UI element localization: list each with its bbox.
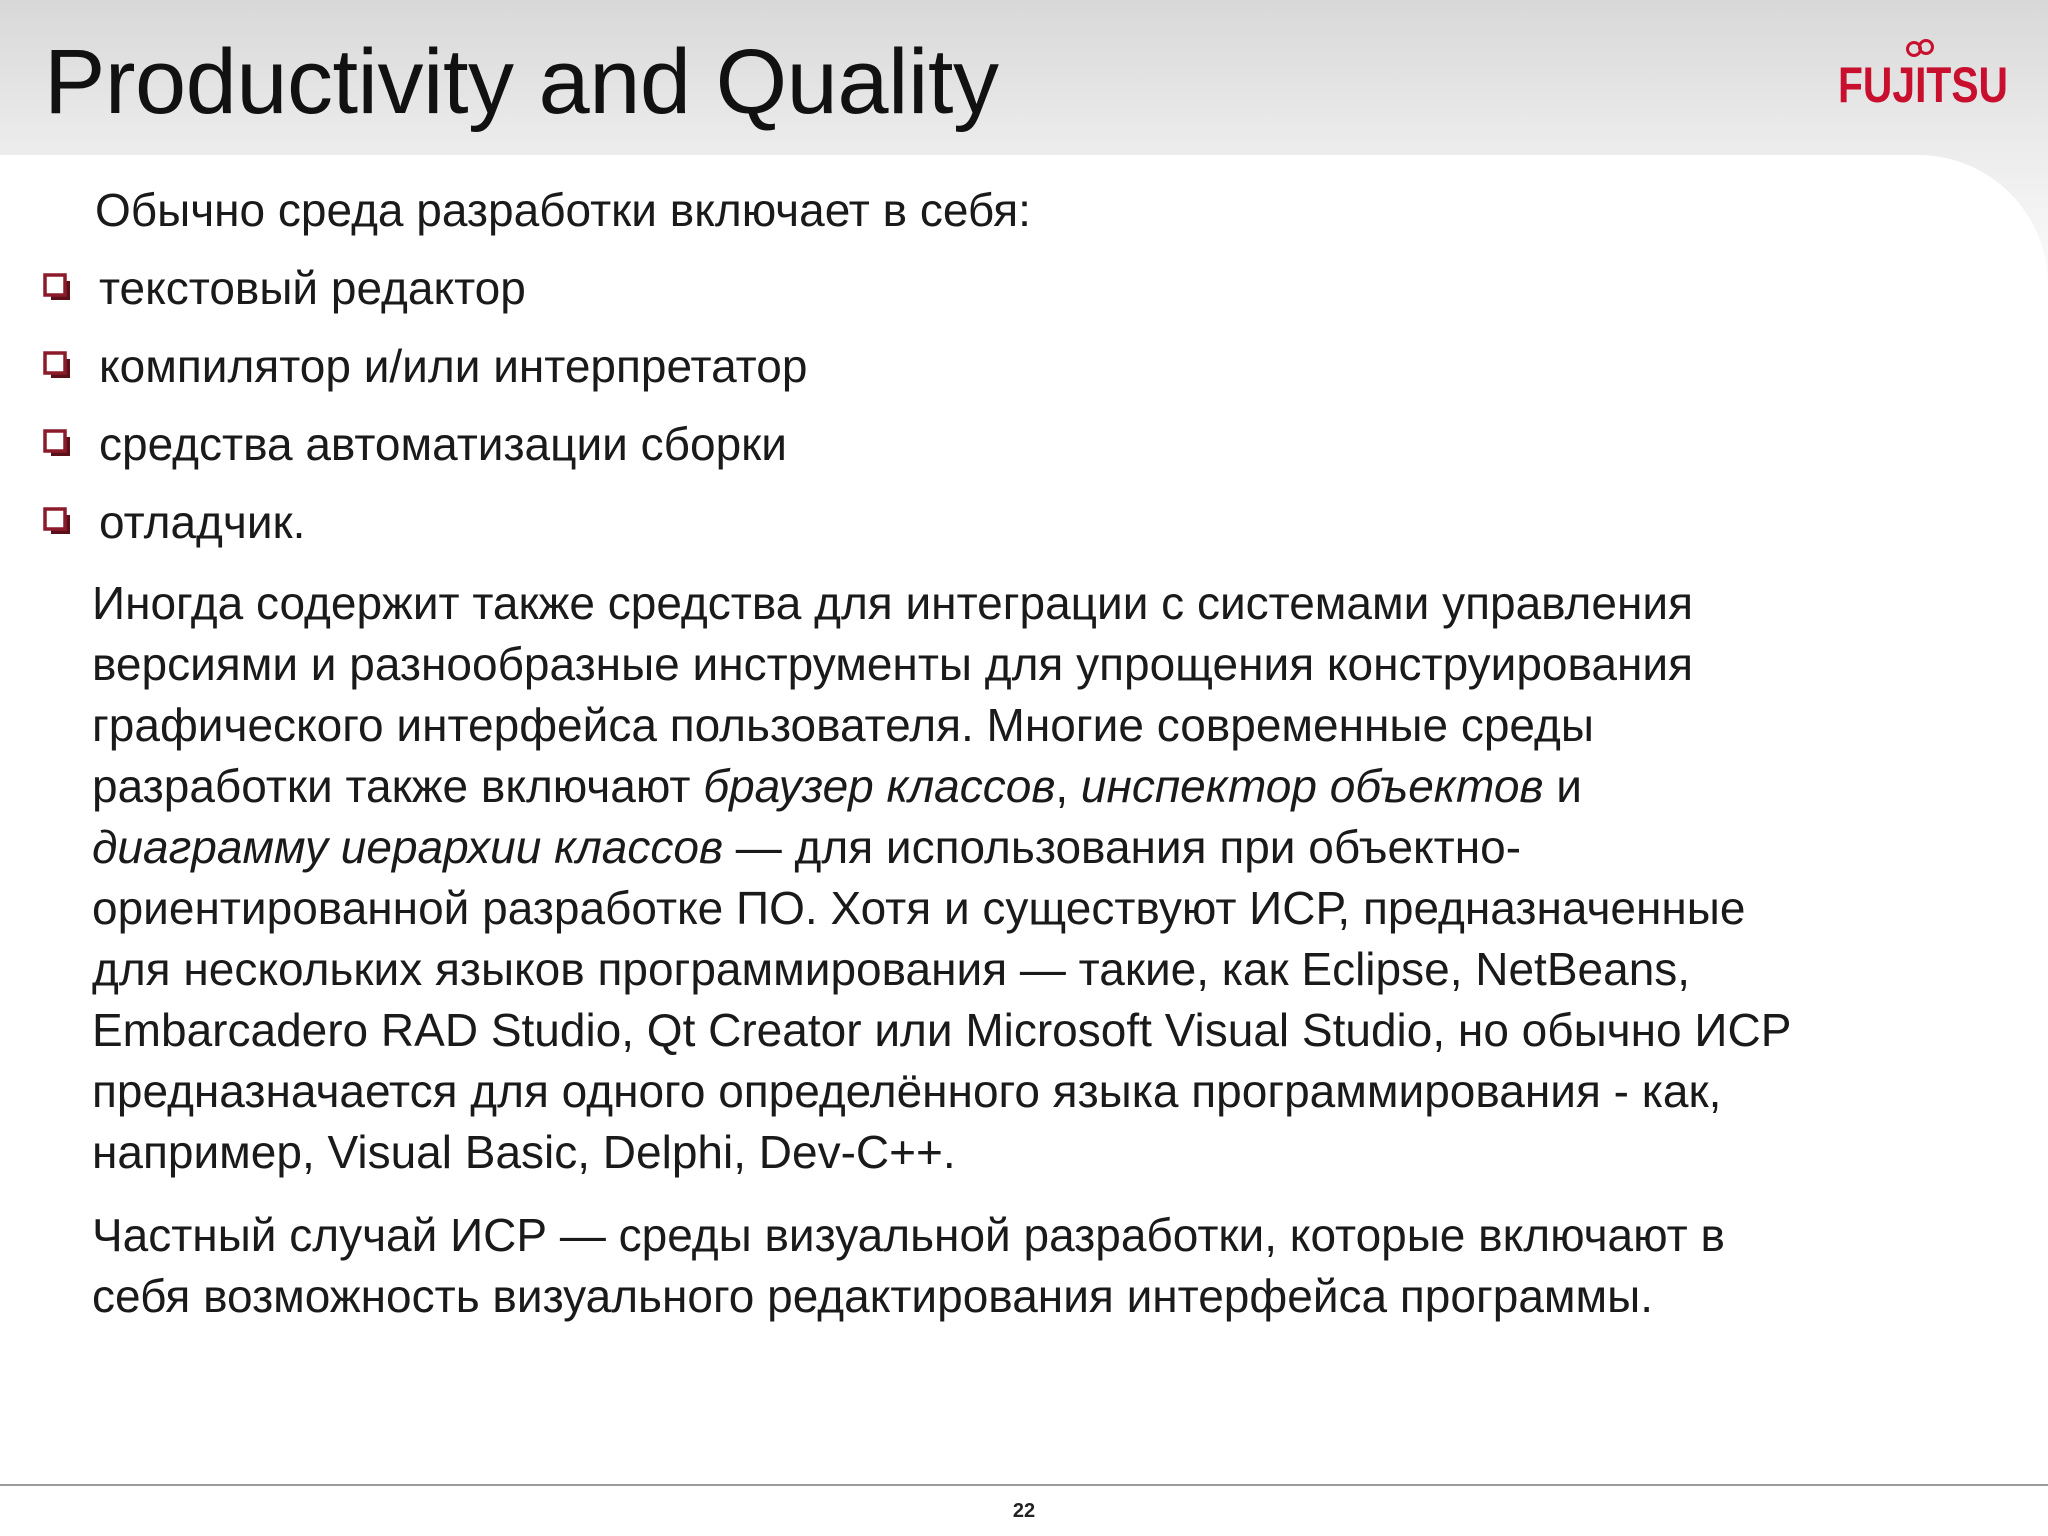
footer-divider [0, 1484, 2048, 1486]
paragraph-text: и [1543, 760, 1582, 812]
paragraph-line: Embarcadero RAD Studio, Qt Creator или Microsoft Visual Studio, но обычно ИСР [92, 1004, 1792, 1056]
visual-ide-paragraph [92, 1205, 2021, 1327]
paragraph-line: Иногда содержит также средства для интеграции с системами управления [92, 577, 1693, 629]
paragraph-line: версиями и разнообразные инструменты для упрощения конструирования [92, 638, 1694, 690]
paragraph-line: ориентированной разработке ПО. Хотя и существуют ИСР, предназначенные [92, 882, 1746, 934]
paragraph-text: — для использования при объектно- [722, 821, 1522, 873]
paragraph-line: Частный случай ИСР — среды визуальной разработки, которые включают в [92, 1209, 1725, 1261]
term-class-browser: браузер классов [703, 760, 1056, 812]
checkbox-bullet-icon [43, 273, 71, 301]
paragraph-text: разработки также включают [92, 760, 704, 812]
bullet-list [40, 258, 1940, 570]
paragraph-line: предназначается для одного определённого языка программирования - как, [92, 1065, 1722, 1117]
slide-title: Productivity and Quality [44, 31, 999, 133]
term-class-hierarchy: диаграмму иерархии классов [92, 821, 723, 873]
checkbox-bullet-icon [43, 429, 71, 457]
bullet-text: текстовый редактор [99, 262, 526, 314]
paragraph-line [92, 756, 2021, 817]
fujitsu-logo [1836, 40, 2012, 126]
paragraph-line: себя возможность визуального редактирования интерфейса программы. [92, 1270, 1653, 1322]
page-number: 22 [1012, 1500, 1036, 1522]
paragraph-line: для нескольких языков программирования — такие, как Eclipse, NetBeans, [92, 943, 1691, 995]
paragraph-line: например, Visual Basic, Delphi, Dev-C++. [92, 1126, 956, 1178]
list-item [40, 258, 1940, 336]
intro-text: Обычно среда разработки включает в себя: [95, 184, 1031, 236]
paragraph-text: , [1055, 760, 1081, 812]
paragraph-line: графического интерфейса пользователя. Многие современные среды [92, 699, 1594, 751]
fujitsu-logo-graphic [1836, 40, 2012, 126]
list-item [40, 492, 1940, 570]
list-item [40, 336, 1940, 414]
checkbox-bullet-icon [43, 351, 71, 379]
bullet-text: компилятор и/или интерпретатор [99, 340, 808, 392]
paragraph-line [92, 817, 2021, 878]
fujitsu-logo-text: FUJITSU [1838, 57, 2008, 113]
list-item [40, 414, 1940, 492]
bullet-text: средства автоматизации сборки [99, 418, 787, 470]
term-object-inspector: инспектор объектов [1080, 760, 1544, 812]
checkbox-bullet-icon [43, 507, 71, 535]
ide-description-paragraph [92, 573, 2021, 1183]
bullet-text: отладчик. [99, 496, 306, 548]
